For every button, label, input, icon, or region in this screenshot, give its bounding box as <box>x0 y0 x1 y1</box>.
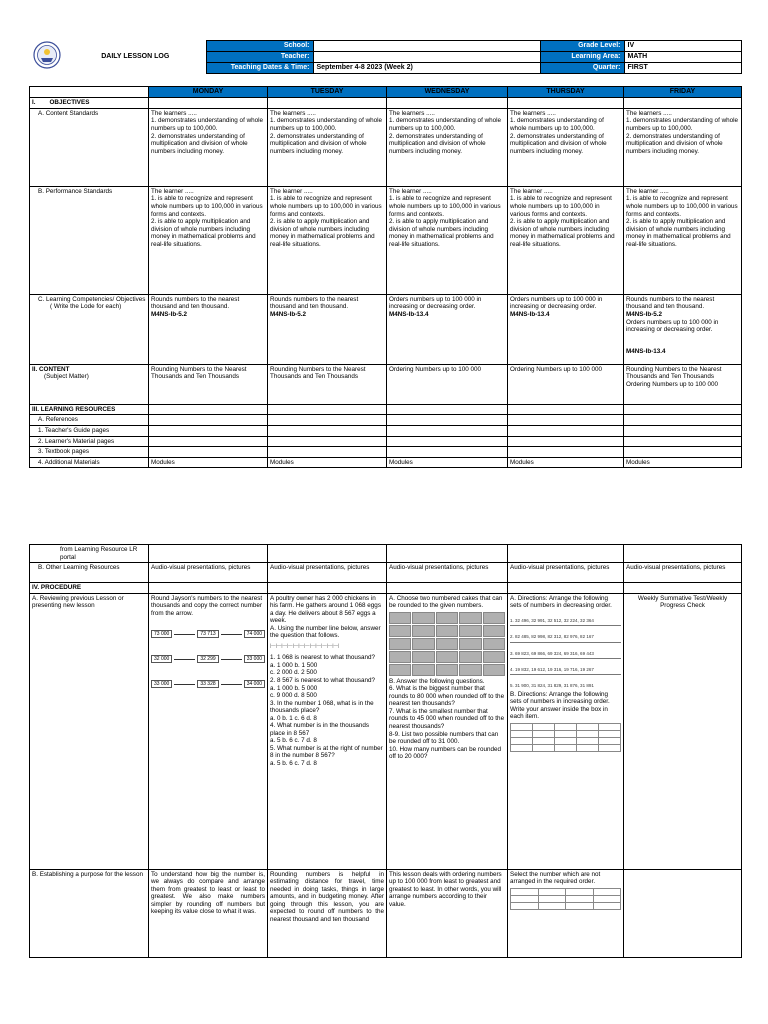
deped-seal-icon <box>33 41 61 69</box>
day-friday: FRIDAY <box>624 87 742 98</box>
content-standards-wed: The learners ..... 1. demonstrates understanding of whole numbers up to 100,000. 2. demonstrates understanding of multiplication and division of whole numbers including money. <box>387 108 508 186</box>
reviewing-thu: A. Directions: Arrange the following sets of numbers in decreasing order. 1. 32 496, 32 991, 32 512, 32 224, 32 364 2. 82 485, 82 998, 82 312, 82 976, 82 167 3. 69 823, 69 866, 69 324, 69 316, 69 443 4. 19 832, 19 612, 19 316, 19 716, 19 267 5. 31 900, 31 824, 31 829, 31 876, 31 891 B. Directions: Arrange the following sets of numbers in increasing order. Write your answer inside the box in each item. <box>508 593 624 869</box>
content-wed: Ordering Numbers up to 100 000 <box>387 364 508 404</box>
objectives-num: I. <box>32 99 36 107</box>
purpose-mon: To understand how big the number is, we always do compare and arrange them from greatest to least or least to greatest. We also make numbers simpler by rounding off numbers but keeping its value close to what it was. <box>149 869 268 957</box>
content-standards-thu: The learners ..... 1. demonstrates understanding of whole numbers up to 100,000. 2. demonstrates understanding of multiplication and division of whole numbers including money. <box>508 108 624 186</box>
purpose-tue: Rounding numbers is helpful in estimating distance for travel, time needed in doing tasks, things in large amounts, and in budgeting money. After going through this lesson, you are expected to round off numbers to the nearest thousand and ten thousand <box>268 869 387 957</box>
day-monday: MONDAY <box>149 87 268 98</box>
day-wednesday: WEDNESDAY <box>387 87 508 98</box>
order-check-boxes <box>510 888 621 910</box>
day-tuesday: TUESDAY <box>268 87 387 98</box>
reviewing-tue: A poultry owner has 2 000 chickens in his farm. He gathers around 1 068 eggs a day. He delivers about 8 567 eggs a week. A. Using the number line below, answer the question that follows. |—|—|—|—|—|—|—|—|—|—|—|—| 1. 1 068 is nearest to what thousand? a. 1 000 b. 1 500 c. 2 000 d. 2 500 2. 8 567 is nearest to what thousand? a. 1 000 b. 5 000 c. 9 000 d. 8 500 3. In the number 1 068, what is in the thousands place? a. 0 b. 1 c. 6 d. 8 4. What number is in the thousands place in 8 567 a. 5 b. 6 c. 7 d. 8 5. What number is at the right of number 8 in the number 8 567? a. 5 b. 6 c. 7 d. 8 <box>268 593 387 869</box>
arrow-item-3: 33 000 33 328 34 000 <box>151 680 265 688</box>
procedure-table <box>29 544 742 958</box>
objectives-title: OBJECTIVES <box>49 99 90 107</box>
purpose-wed: This lesson deals with ordering numbers up to 100 000 from least to greatest and greatest to least. In other words, you will arrange numbers according to their value. <box>387 869 508 957</box>
competency-fri: Rounds numbers to the nearest thousand and ten thousand. M4NS-Ib-5.2 Orders numbers up to 100 000 in increasing or decreasing order. M4NS-Ib-13.4 <box>624 294 742 364</box>
deped-seal-cell <box>29 41 65 74</box>
school-value <box>313 41 540 52</box>
day-thursday: THURSDAY <box>508 87 624 98</box>
content-tue: Rounding Numbers to the Nearest Thousands and Ten Thousands <box>268 364 387 404</box>
school-label: School: <box>206 41 313 52</box>
content-fri: Rounding Numbers to the Nearest Thousands and Ten Thousands Ordering Numbers up to 100 000 <box>624 364 742 404</box>
performance-standards-label: B. Performance Standards <box>30 186 149 294</box>
objectives-heading <box>30 98 149 109</box>
lesson-table-page2 <box>29 544 741 958</box>
modules-mon: Modules <box>149 457 268 468</box>
content-standards-label: A. Content Standards <box>30 108 149 186</box>
quarter-label: Quarter: <box>540 63 624 74</box>
quarter-value: FIRST <box>624 63 741 74</box>
cakes-grid <box>389 612 505 676</box>
purpose-thu: Select the number which are not arranged in the required order. <box>508 869 624 957</box>
lesson-table <box>29 86 742 468</box>
other-resources-fri: Audio-visual presentations, pictures <box>624 563 742 583</box>
lesson-table-page1 <box>29 86 741 468</box>
teacher-label: Teacher: <box>206 52 313 63</box>
modules-fri: Modules <box>624 457 742 468</box>
number-line: |—|—|—|—|—|—|—|—|—|—|—|—| <box>270 642 340 648</box>
am-continued-label: from Learning Resource LR portal <box>30 545 149 563</box>
dates-value: September 4-8 2023 (Week 2) <box>313 63 540 74</box>
other-resources-label: B. Other Learning Resources <box>30 563 149 583</box>
resources-heading: III. LEARNING RESOURCES <box>30 404 149 415</box>
content-standards-fri: The learners ..... 1. demonstrates understanding of whole numbers up to 100,000. 2. demonstrates understanding of multiplication and division of whole numbers including money. <box>624 108 742 186</box>
grade-level-label: Grade Level: <box>540 41 624 52</box>
learning-area-label: Learning Area: <box>540 52 624 63</box>
performance-standards-thu: The learner ..... 1. is able to recognize and represent whole numbers up to 100,000 in various forms and contexts. 2. is able to apply multiplication and division of whole numbers including money in mathematical problems and real-life situations. <box>508 186 624 294</box>
competency-mon: Rounds numbers to the nearest thousand and ten thousand. M4NS-Ib-5.2 <box>149 294 268 364</box>
other-resources-wed: Audio-visual presentations, pictures <box>387 563 508 583</box>
purpose-label: B. Establishing a purpose for the lesson <box>30 869 149 957</box>
content-mon: Rounding Numbers to the Nearest Thousands and Ten Thousands <box>149 364 268 404</box>
textbook-label: 3. Textbook pages <box>30 447 149 458</box>
header-block <box>29 40 741 74</box>
grade-level-value: IV <box>624 41 741 52</box>
content-thu: Ordering Numbers up to 100 000 <box>508 364 624 404</box>
arrow-item-1: 73 000 73 713 74 000 <box>151 630 265 638</box>
performance-standards-fri: The learner ..... 1. is able to recognize and represent whole numbers up to 100,000 in various forms and contexts. 2. is able to apply multiplication and division of whole numbers including money in mathematical problems and real-life situations. <box>624 186 742 294</box>
content-standards-tue: The learners ..... 1. demonstrates understanding of whole numbers up to 100,000. 2. demonstrates understanding of multiplication and division of whole numbers including money. <box>268 108 387 186</box>
modules-wed: Modules <box>387 457 508 468</box>
references-label: A. References <box>30 415 149 426</box>
competency-thu: Orders numbers up to 100 000 in increasing or decreasing order. M4NS-Ib-13.4 <box>508 294 624 364</box>
performance-standards-mon: The learner ..... 1. is able to recognize and represent whole numbers up to 100,000 in various forms and contexts. 2. is able to apply multiplication and division of whole numbers including money in mathematical problems and real-life situations. <box>149 186 268 294</box>
performance-standards-wed: The learner ..... 1. is able to recognize and represent whole numbers up to 100,000 in various forms and contexts. 2. is able to apply multiplication and division of whole numbers including money in mathematical problems and real-life situations. <box>387 186 508 294</box>
doc-title: DAILY LESSON LOG <box>101 52 170 60</box>
reviewing-wed: A. Choose two numbered cakes that can be rounded to the given numbers. B. Answer the following questions. 6. What is the biggest number that rounds to 80 000 when rounded off to the nearest ten thousands? 7. What is the smallest number that rounds to 45 000 when rounded off to the nearest thousands? 8-9. List two possible numbers that can be rounded off to 31 000. 10. How many numbers can be rounded off to 20 000? <box>387 593 508 869</box>
reviewing-mon: Round Jayson's numbers to the nearest thousands and copy the correct number from the arrow. 73 000 73 713 74 000 32 000 32 299 33 000 33 000 33 328 34 000 <box>149 593 268 869</box>
modules-thu: Modules <box>508 457 624 468</box>
learning-area-value: MATH <box>624 52 741 63</box>
procedure-heading: IV. PROCEDURE <box>30 583 149 594</box>
teachers-guide-label: 1. Teacher's Guide pages <box>30 426 149 437</box>
dates-label: Teaching Dates & Time: <box>206 63 313 74</box>
other-resources-thu: Audio-visual presentations, pictures <box>508 563 624 583</box>
other-resources-mon: Audio-visual presentations, pictures <box>149 563 268 583</box>
answer-boxes <box>510 723 621 752</box>
arrow-item-2: 32 000 32 299 33 000 <box>151 655 265 663</box>
performance-standards-tue: The learner ..... 1. is able to recognize and represent whole numbers up to 100,000 in various forms and contexts. 2. is able to apply multiplication and division of whole numbers including money in mathematical problems and real-life situations. <box>268 186 387 294</box>
other-resources-tue: Audio-visual presentations, pictures <box>268 563 387 583</box>
reviewing-label: A. Reviewing previous Lesson or presenting new lesson <box>30 593 149 869</box>
additional-materials-label: 4. Additional Materials <box>30 457 149 468</box>
teacher-value <box>313 52 540 63</box>
reviewing-fri: Weekly Summative Test/Weekly Progress Check <box>624 593 742 869</box>
competency-tue: Rounds numbers to the nearest thousand and ten thousand. M4NS-Ib-5.2 <box>268 294 387 364</box>
content-label: II. CONTENT (Subject Matter) <box>30 364 149 404</box>
competency-wed: Orders numbers up to 100 000 in increasing or decreasing order. M4NS-Ib-13.4 <box>387 294 508 364</box>
modules-tue: Modules <box>268 457 387 468</box>
blank-corner <box>30 87 149 98</box>
competencies-label: C. Learning Competencies/ Objectives ( Write the Lode for each) <box>30 294 149 364</box>
header-table <box>29 40 742 74</box>
learners-material-label: 2. Learner's Material pages <box>30 436 149 447</box>
content-standards-mon: The learners ..... 1. demonstrates understanding of whole numbers up to 100,000. 2. demonstrates understanding of multiplication and division of whole numbers including money. <box>149 108 268 186</box>
